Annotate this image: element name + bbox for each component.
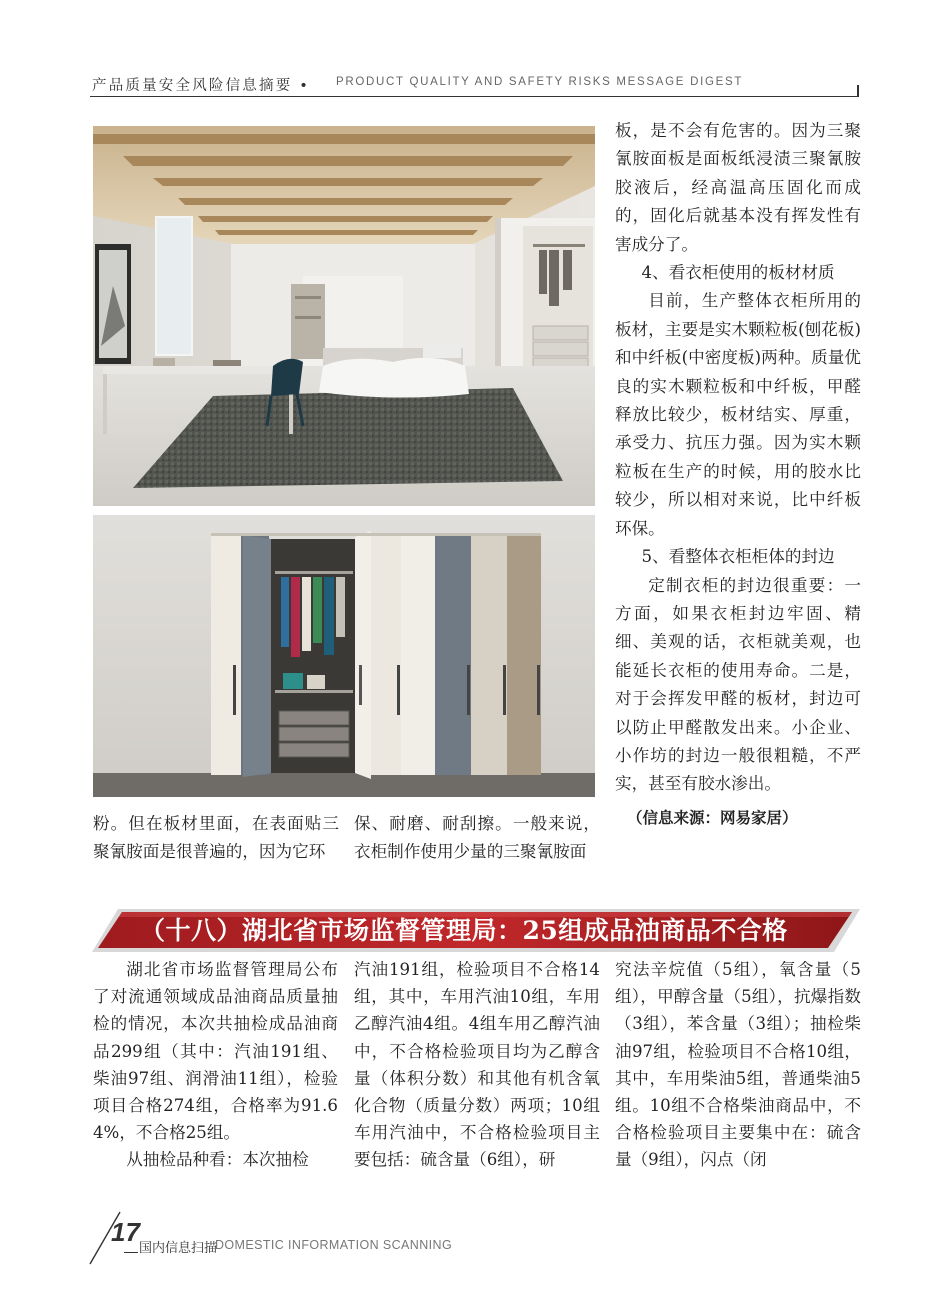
section-paragraph: 从抽检品种看：本次抽检 [126, 1150, 309, 1170]
section-paragraph: 湖北省市场监督管理局公布了对流通领域成品油商品质量抽检的情况，本次共抽检成品油商品299组（其中：汽油191组、柴油97组、润滑油11组），检验项目合格274组，合格率为91.64%，不合格25组。 [93, 960, 338, 1143]
section-title: （十八）湖北省市场监督管理局：25组成品油商品不合格 [140, 916, 788, 945]
header-rule [90, 96, 858, 97]
section-column-2: 汽油191组，检验项目不合格14组，其中，车用汽油10组，车用乙醇汽油4组。4组车用乙醇汽油中，不合格检验项目均为乙醇含量（体积分数）和其他有机含氧化合物（质量分数）两项；10组车用汽油中，不合格检验项目主要包括：硫含量（6组），研 [354, 960, 600, 1170]
page-number: 17 [111, 1217, 140, 1247]
footer-rule [124, 1252, 138, 1253]
footer-section-english: DOMESTIC INFORMATION SCANNING [215, 1238, 453, 1252]
footer-section-name: 国内信息扫描 [139, 1241, 218, 1256]
running-header-english: PRODUCT QUALITY AND SAFETY RISKS MESSAGE DIGEST [336, 76, 744, 88]
running-header-title: 产品质量安全风险信息摘要 • [92, 78, 310, 94]
section-column-3: 究法辛烷值（5组），氧含量（5组），甲醇含量（5组），抗爆指数（3组），苯含量（3组）；抽检柴油97组，检验项目不合格10组，其中，车用柴油5组，普通柴油5组。10组不合格柴油商品中，不合格检验项目主要集中在：硫含量（9组），闪点（闭 [615, 960, 861, 1170]
bedroom-interior-photo [93, 126, 595, 506]
article-paragraph: 目前，生产整体衣柜所用的板材，主要是实木颗粒板(刨花板)和中纤板(中密度板)两种。质量优良的实木颗粒板和中纤板，甲醛释放比较少，板材结实、厚重，承受力、抗压力强。因为实木颗粒板在生产的时候，用的胶水比较少，所以相对来说，比中纤板环保。 [615, 291, 861, 538]
article-bottom-left: 粉。但在板材里面，在表面贴三聚氰胺面是很普遍的，因为它环 [93, 814, 339, 862]
source-credit: （信息来源：网易家居） [627, 809, 798, 827]
section-column-1 [93, 956, 338, 1174]
article-paragraph: 定制衣柜的封边很重要：一方面，如果衣柜封边牢固、精细、美观的话，衣柜就美观，也能延长衣柜的使用寿命。二是，对于会挥发甲醛的板材，封边可以防止甲醛散发出来。小企业、小作坊的封边一般很粗糙，不严实，甚至有胶水渗出。 [615, 575, 861, 794]
wardrobe-photo [93, 515, 595, 797]
article-paragraph: 板，是不会有危害的。因为三聚氰胺面板是面板纸浸渍三聚氰胺胶液后，经高温高压固化而成的，固化后就基本没有挥发性有害成分了。 [615, 121, 861, 254]
header-rule-tick [857, 85, 859, 97]
article-subheading: 5、看整体衣柜柜体的封边 [641, 547, 835, 567]
article-right-column [615, 117, 861, 799]
header-separator: • [299, 78, 310, 94]
article-bottom-middle: 保、耐磨、耐刮擦。一般来说，衣柜制作使用少量的三聚氰胺面 [354, 814, 600, 862]
article-subheading: 4、看衣柜使用的板材材质 [641, 263, 835, 283]
